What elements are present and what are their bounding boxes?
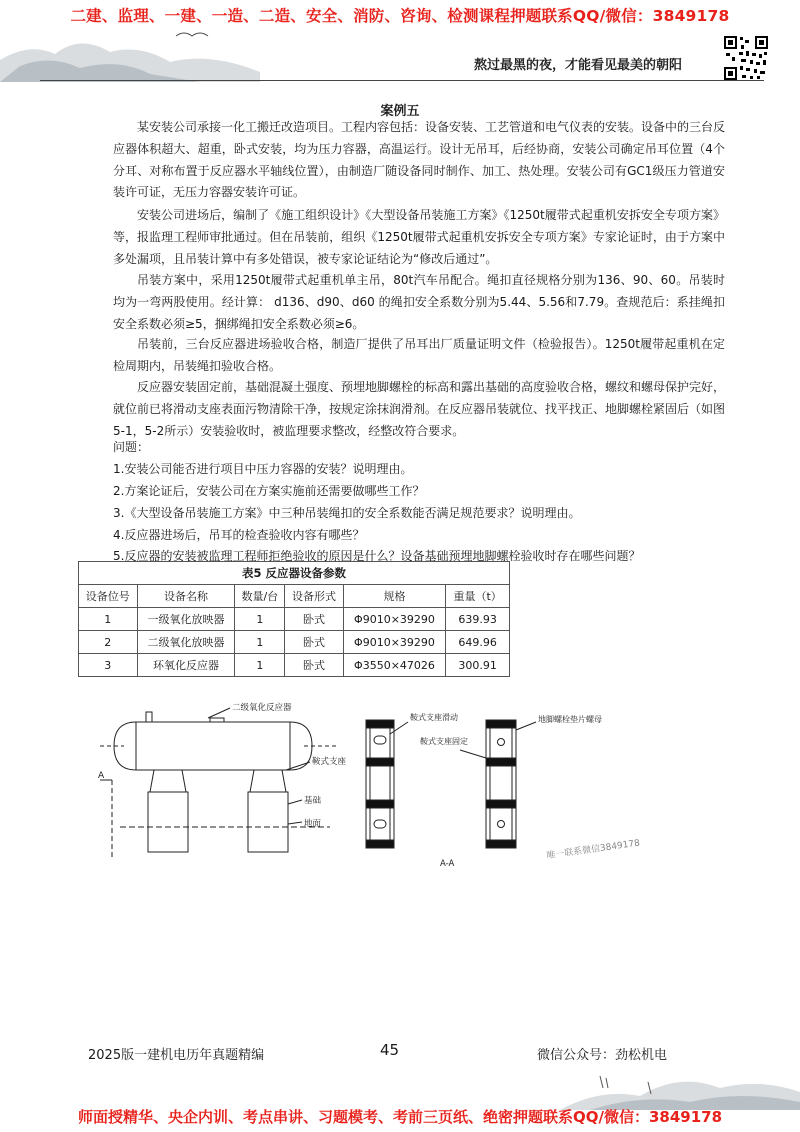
table-cell: 3 [79, 654, 138, 677]
table-row [79, 654, 510, 677]
table-cell: 一级氧化放映器 [137, 608, 235, 631]
table-header-cell: 设备名称 [137, 585, 235, 608]
table-cell: 1 [79, 608, 138, 631]
question-4: 4.反应器进场后，吊耳的检查验收内容有哪些？ [113, 528, 365, 542]
reactor-installation-figure [90, 700, 650, 870]
table-caption: 表5 反应器设备参数 [78, 561, 510, 584]
table-header-row [79, 585, 510, 608]
qr-code-icon [723, 35, 769, 81]
section-sliding-saddle [366, 720, 408, 848]
table-cell: 649.96 [446, 631, 510, 654]
table-cell: 2 [79, 631, 138, 654]
bottom-promo-banner: 师面授精华、央企内训、考点串讲、习题模考、考前三页纸、绝密押题联系QQ/微信：3849178 [77, 1108, 723, 1126]
case-paragraph-2: 安装公司进场后，编制了《施工组织设计》《大型设备吊装施工方案》《1250t履带式起重机安拆安全专项方案》等，报监理工程师审批通过。但在吊装前，组织《1250t履带式起重机安拆安全专项方案》专家论证时，由于方案中多处漏项，且吊装计算中有多处错误，被专家论证结论为“修改后通过”。 [113, 208, 725, 266]
label-saddle-sliding: 鞍式支座滑动 [410, 713, 458, 722]
table-cell: Φ3550×47026 [343, 654, 446, 677]
label-ground: 地面 [304, 819, 322, 829]
table-cell: 环氧化反应器 [137, 654, 235, 677]
table-header-cell: 数量/台 [235, 585, 285, 608]
label-section-mark: A [98, 771, 105, 781]
foundation-pier-left [148, 792, 188, 852]
label-anchor-bolt: 地脚螺栓垫片螺母 [538, 715, 602, 724]
question-3: 3.《大型设备吊装施工方案》中三种吊装绳扣的安全系数能否满足规范要求？说明理由。 [113, 506, 581, 520]
mountain-decoration-bottom [560, 1058, 800, 1110]
reactor-vessel [114, 722, 312, 770]
section-fixed-saddle [460, 720, 536, 848]
table-cell: Φ9010×39290 [343, 631, 446, 654]
table-cell: 卧式 [285, 608, 344, 631]
table-cell: 1 [235, 631, 285, 654]
table-row [79, 608, 510, 631]
table-header-cell: 设备位号 [79, 585, 138, 608]
table-cell: Φ9010×39290 [343, 608, 446, 631]
footer-wechat: 微信公众号：劲松机电 [537, 1048, 668, 1063]
case-paragraph-4: 吊装前，三台反应器进场验收合格，制造厂提供了吊耳出厂质量证明文件（检验报告）。1250t履带起重机在定检周期内，吊装绳扣验收合格。 [113, 337, 725, 373]
table-cell: 卧式 [285, 631, 344, 654]
saddle-right [250, 770, 286, 792]
table-cell: 300.91 [446, 654, 510, 677]
page-number: 45 [380, 1041, 400, 1059]
vessel-nozzle [146, 712, 152, 722]
top-promo-banner: 二建、监理、一建、一造、二造、安全、消防、咨询、检测课程押题联系QQ/微信：3849178 [70, 7, 730, 25]
table-header-cell: 规格 [343, 585, 446, 608]
header-motto: 熬过最黑的夜，才能看见最美的朝阳 [473, 58, 682, 73]
table-cell: 639.93 [446, 608, 510, 631]
table-cell: 二级氧化放映器 [137, 631, 235, 654]
table-row [79, 631, 510, 654]
case-title: 案例五 [380, 104, 420, 119]
label-section-aa: A-A [440, 859, 455, 869]
table-header-cell: 重量（t） [446, 585, 510, 608]
case-paragraph-5: 反应器安装固定前，基础混凝土强度、预埋地脚螺栓的标高和露出基础的高度验收合格，螺纹和螺母保护完好，就位前已将滑动支座表面污物清除干净，按规定涂抹润滑剂。在反应器吊装就位、找平找正、地脚螺栓紧固后（如图5-1，5-2所示）安装验收时，被监理要求整改，经整改符合要求。 [113, 380, 726, 438]
case-paragraph-3: 吊装方案中，采用1250t履带式起重机单主吊，80t汽车吊配合。绳扣直径规格分别为136、90、60。吊装时均为一弯两股使用。经计算： d136、d90、d60 的绳扣安全系数分别为5.44、5.56和7.79。查规范后：系挂绳扣安全系数必须≥5，捆绑绳扣安全系数必须≥6。 [113, 273, 725, 331]
contact-watermark: 唯一联系微信3849178 [545, 838, 641, 862]
label-reactor: 二级氧化反应器 [232, 703, 292, 713]
question-5: 5.反应器的安装被监理工程师拒绝验收的原因是什么？设备基础预埋地脚螺栓验收时存在哪些问题？ [113, 549, 641, 563]
table-cell: 1 [235, 608, 285, 631]
footer-book-title: 2025版一建机电历年真题精编 [88, 1048, 265, 1063]
saddle-left [150, 770, 186, 792]
question-1: 1.安装公司能否进行项目中压力容器的安装？说明理由。 [113, 462, 413, 476]
table-cell: 卧式 [285, 654, 344, 677]
questions-title: 问题： [113, 440, 150, 454]
table-cell: 1 [235, 654, 285, 677]
question-2: 2.方案论证后，安装公司在方案实施前还需要做哪些工作？ [113, 484, 425, 498]
label-foundation: 基础 [304, 796, 322, 806]
case-paragraph-1: 某安装公司承接一化工搬迁改造项目。工程内容包括：设备安装、工艺管道和电气仪表的安装。设备中的三台反应器体积超大、超重，卧式安装，均为压力容器，高温运行。设计无吊耳，后经协商，安装公司确定吊耳位置（4个分耳、对称布置于反应器水平轴线位置），由制造厂随设备同时制作、加工、热处理。安装公司有GC1级压力管道安装许可证，无压力容器安装许可证。 [113, 120, 726, 200]
mountain-decoration-top [0, 22, 260, 82]
reactor-elevation-drawing [100, 708, 336, 860]
label-saddle: 鞍式支座 [312, 757, 347, 767]
foundation-pier-right [248, 792, 288, 852]
reactor-parameter-table [78, 561, 510, 677]
label-saddle-fixed: 鞍式支座固定 [420, 737, 468, 746]
table-header-cell: 设备形式 [285, 585, 344, 608]
header-divider [40, 80, 764, 81]
